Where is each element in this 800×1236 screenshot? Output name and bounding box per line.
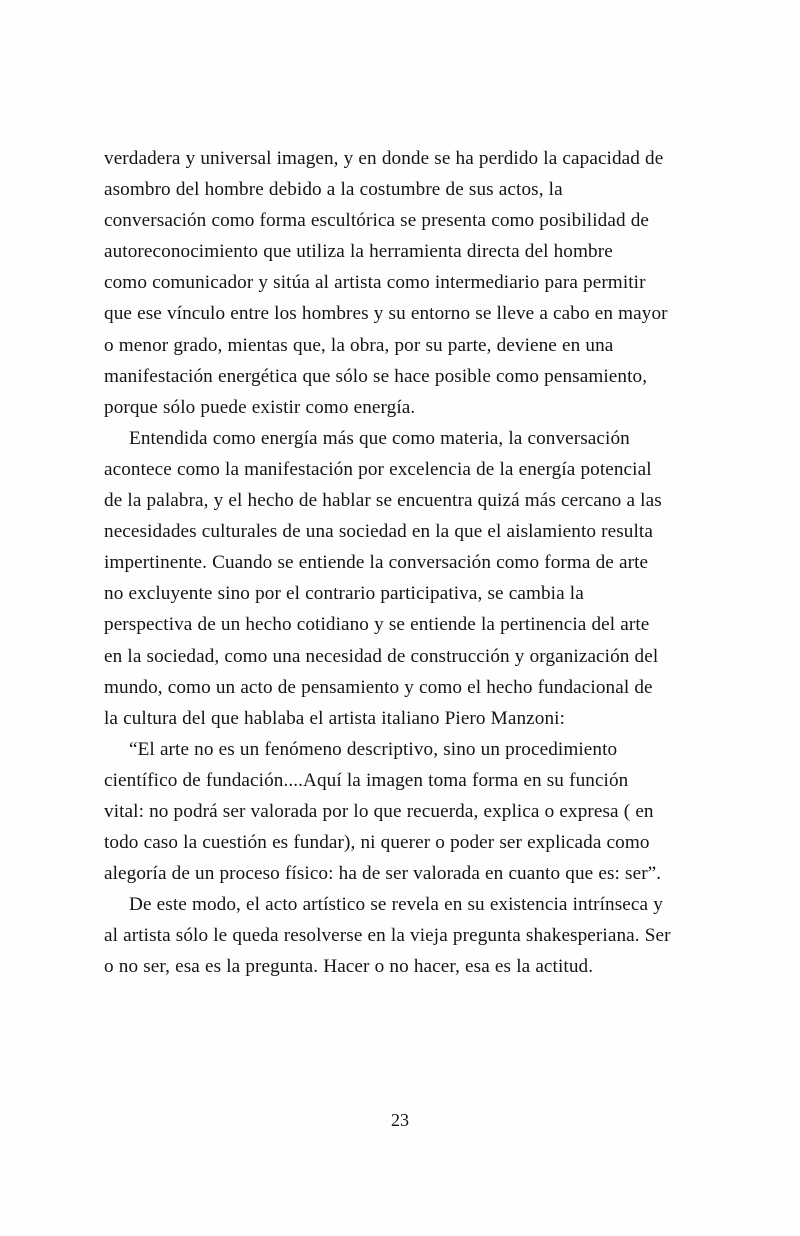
paragraph-2: [104, 423, 729, 734]
text-line: manifestación energética que sólo se hace posible como pensamiento,: [104, 365, 648, 387]
paragraph-4: [104, 889, 729, 982]
text-line: no excluyente sino por el contrario participativa, se cambia la: [104, 583, 584, 605]
text-line: de la palabra, y el hecho de hablar se encuentra quizá más cercano a las: [104, 490, 662, 512]
text-line: asombro del hombre debido a la costumbre de sus actos, la: [104, 179, 563, 201]
text-line-indented: De este modo, el acto artístico se revela en su existencia intrínseca y: [129, 894, 663, 916]
text-line-indented: “El arte no es un fenómeno descriptivo, sino un procedimiento: [129, 738, 618, 760]
text-line: científico de fundación....Aquí la imagen toma forma en su función: [104, 769, 629, 791]
page-text-block: [104, 143, 729, 983]
text-line: o menor grado, mientas que, la obra, por su parte, deviene en una: [104, 334, 614, 356]
text-line: perspectiva de un hecho cotidiano y se entiende la pertinencia del arte: [104, 614, 650, 636]
page-number: 23: [391, 1110, 409, 1130]
paragraph-1: [104, 143, 729, 423]
text-line: la cultura del que hablaba el artista italiano Piero Manzoni:: [104, 707, 565, 729]
text-line: necesidades culturales de una sociedad en la que el aislamiento resulta: [104, 521, 653, 543]
text-line: vital: no podrá ser valorada por lo que recuerda, explica o expresa ( en: [104, 800, 654, 822]
text-line: alegoría de un proceso físico: ha de ser valorada en cuanto que es: ser”.: [104, 863, 662, 885]
text-line: todo caso la cuestión es fundar), ni querer o poder ser explicada como: [104, 832, 650, 854]
text-line: que ese vínculo entre los hombres y su entorno se lleve a cabo en mayor: [104, 303, 668, 325]
text-line: como comunicador y sitúa al artista como intermediario para permitir: [104, 272, 646, 294]
text-line: porque sólo puede existir como energía.: [104, 396, 416, 418]
text-line: al artista sólo le queda resolverse en la vieja pregunta shakesperiana. Ser: [104, 925, 671, 947]
paragraph-3-quotation: [104, 734, 729, 889]
text-line-indented: Entendida como energía más que como materia, la conversación: [129, 427, 630, 449]
text-line: verdadera y universal imagen, y en donde se ha perdido la capacidad de: [104, 148, 664, 169]
text-line: impertinente. Cuando se entiende la conversación como forma de arte: [104, 552, 649, 574]
text-line: autoreconocimiento que utiliza la herramienta directa del hombre: [104, 241, 613, 263]
text-line: o no ser, esa es la pregunta. Hacer o no hacer, esa es la actitud.: [104, 956, 594, 978]
text-line: conversación como forma escultórica se presenta como posibilidad de: [104, 210, 650, 232]
text-line: mundo, como un acto de pensamiento y como el hecho fundacional de: [104, 676, 653, 698]
text-line: en la sociedad, como una necesidad de construcción y organización del: [104, 645, 659, 667]
text-line: acontece como la manifestación por excelencia de la energía potencial: [104, 458, 652, 480]
